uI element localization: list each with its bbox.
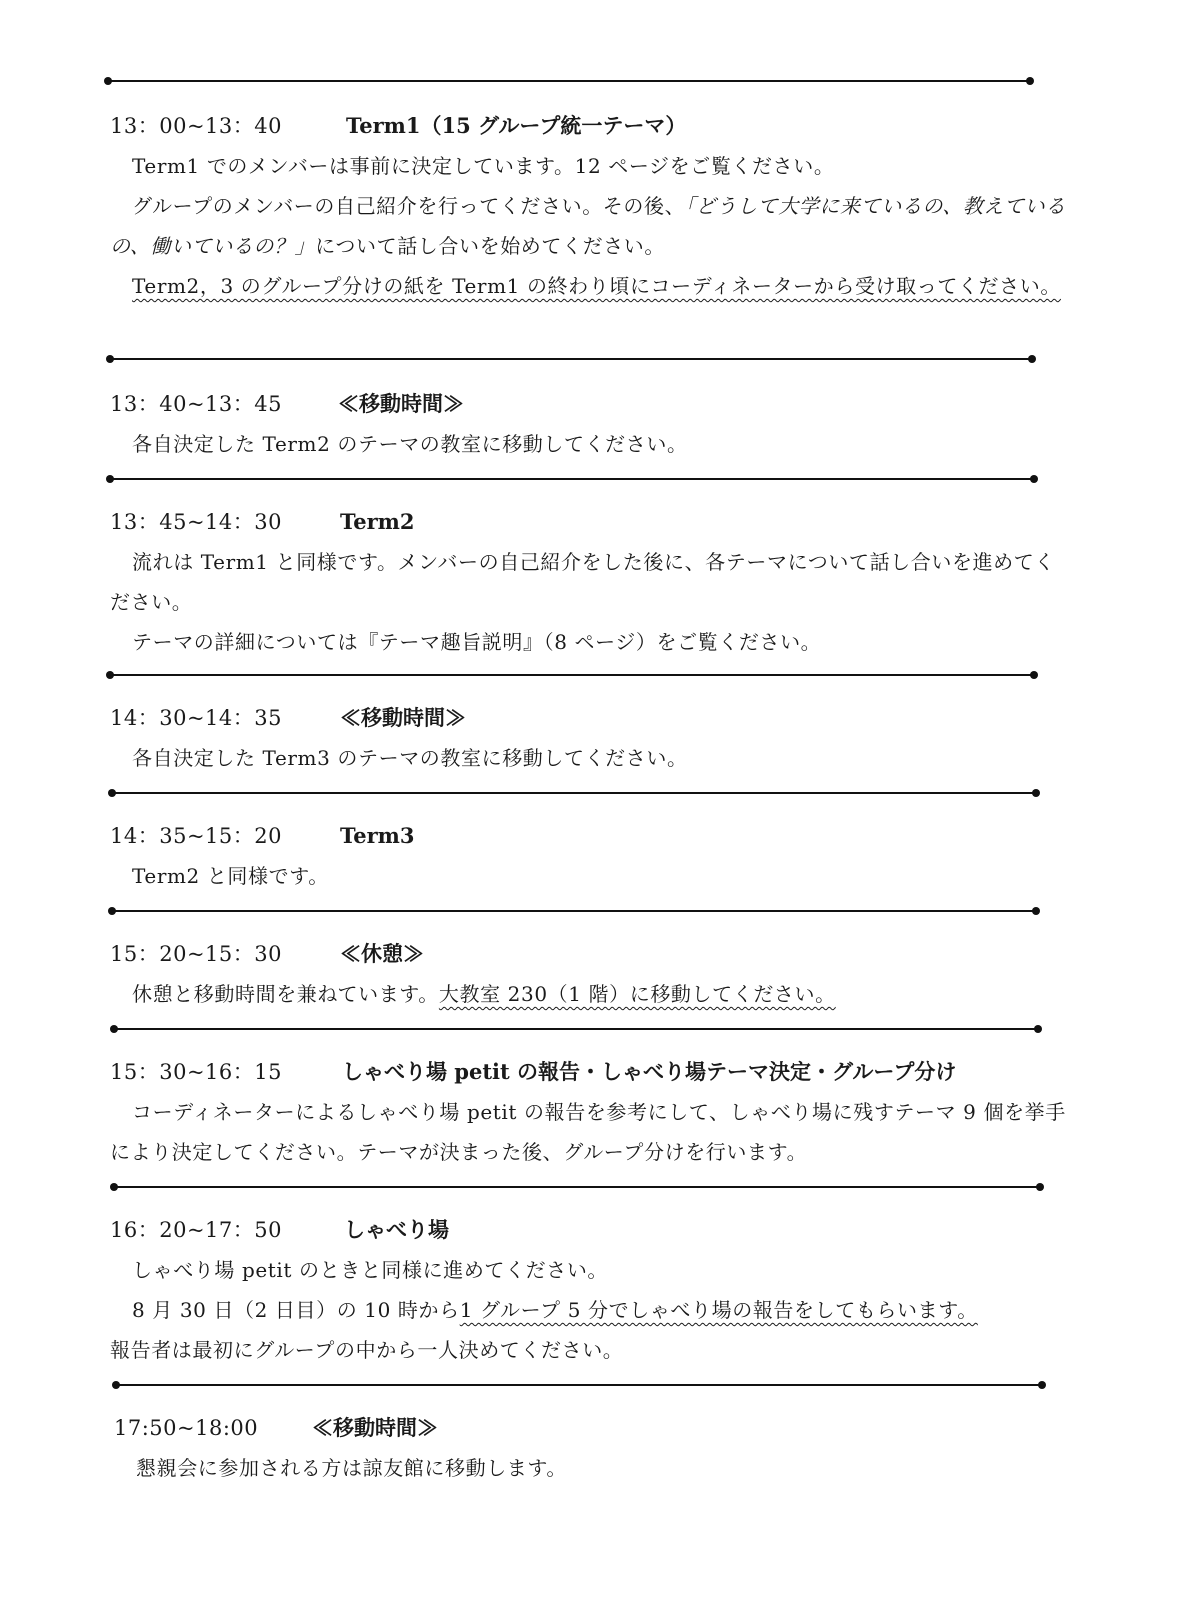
section-time: 13：40~13：45 — [110, 392, 282, 416]
section-text: テーマの詳細については『テーマ趣旨説明』（8 ページ）をご覧ください。 — [132, 630, 822, 654]
section-title: Term3 — [340, 823, 415, 848]
emphasized-question: 「どうして大学に来ているの、教えているの、働いているの？」 — [110, 194, 1066, 258]
section-title: しゃべり場 petit の報告・しゃべり場テーマ決定・グループ分け — [342, 1059, 957, 1084]
schedule-section-move2 — [110, 698, 1070, 778]
section-text: コーディネーターによるしゃべり場 petit の報告を参考にして、しゃべり場に残すテーマ 9 個を挙手により決定してください。テーマが決まった後、グループ分けを行います。 — [110, 1100, 1066, 1164]
section-text: Term2 と同様です。 — [132, 864, 329, 888]
section-divider — [110, 478, 1034, 480]
section-text: Term1 でのメンバーは事前に決定しています。12 ページをご覧ください。 — [132, 154, 835, 178]
section-text: 8 月 30 日（2 日目）の 10 時から1 グループ 5 分でしゃべり場の報告をしてもらいます。 — [132, 1298, 978, 1322]
section-text — [110, 266, 1070, 306]
section-text: しゃべり場 petit のときと同様に進めてください。 — [132, 1258, 609, 1282]
section-title: ≪移動時間≫ — [340, 705, 466, 730]
section-title: ≪移動時間≫ — [312, 1415, 438, 1440]
section-text: グループのメンバーの自己紹介を行ってください。その後、「どうして大学に来ているの、教えているの、働いているの？」について話し合いを始めてください。 — [110, 194, 1066, 258]
underlined-notice: Term2，3 のグループ分けの紙を Term1 の終わり頃にコーディネーターから受け取ってください。 — [132, 274, 1061, 298]
section-time: 15：20~15：30 — [110, 942, 282, 966]
section-divider — [110, 674, 1034, 676]
section-title: ≪休憩≫ — [340, 941, 424, 966]
underlined-notice: 1 グループ 5 分でしゃべり場の報告をしてもらいます。 — [459, 1298, 978, 1322]
schedule-section-move1 — [110, 384, 1070, 464]
section-divider — [114, 1186, 1040, 1188]
section-time: 13：00~13：40 — [110, 114, 282, 138]
schedule-section-term2 — [110, 502, 1070, 662]
schedule-section-theme-decision — [110, 1052, 1070, 1172]
section-time: 14：35~15：20 — [110, 824, 282, 848]
section-text: 各自決定した Term2 のテーマの教室に移動してください。 — [132, 432, 688, 456]
underlined-notice: 大教室 230（1 階）に移動してください。 — [438, 982, 836, 1006]
schedule-section-break — [110, 934, 1070, 1014]
section-text: 流れは Term1 と同様です。メンバーの自己紹介をした後に、各テーマについて話し合いを進めてください。 — [110, 550, 1055, 614]
section-text: 報告者は最初にグループの中から一人決めてください。 — [110, 1338, 624, 1362]
section-divider — [108, 80, 1030, 82]
section-divider — [112, 792, 1036, 794]
section-text: 各自決定した Term3 のテーマの教室に移動してください。 — [132, 746, 688, 770]
section-time: 13：45~14：30 — [110, 510, 282, 534]
section-title: しゃべり場 — [344, 1217, 449, 1242]
section-title: Term2 — [340, 509, 415, 534]
section-divider — [114, 1028, 1038, 1030]
section-divider — [112, 910, 1036, 912]
section-time: 16：20~17：50 — [110, 1218, 282, 1242]
schedule-section-term3 — [110, 816, 1070, 896]
schedule-section-term1 — [110, 106, 1070, 306]
section-time: 14：30~14：35 — [110, 706, 282, 730]
schedule-section-shaberiba — [110, 1210, 1070, 1370]
section-text: 休憩と移動時間を兼ねています。大教室 230（1 階）に移動してください。 — [132, 982, 836, 1006]
section-time: 17:50~18:00 — [114, 1416, 259, 1440]
schedule-section-move3 — [114, 1408, 1074, 1488]
section-divider — [110, 358, 1032, 360]
section-time: 15：30~16：15 — [110, 1060, 282, 1084]
section-divider — [116, 1384, 1042, 1386]
section-text: 懇親会に参加される方は諒友館に移動します。 — [136, 1456, 567, 1480]
section-title: Term1（15 グループ統一テーマ） — [346, 113, 687, 138]
section-title: ≪移動時間≫ — [338, 391, 464, 416]
